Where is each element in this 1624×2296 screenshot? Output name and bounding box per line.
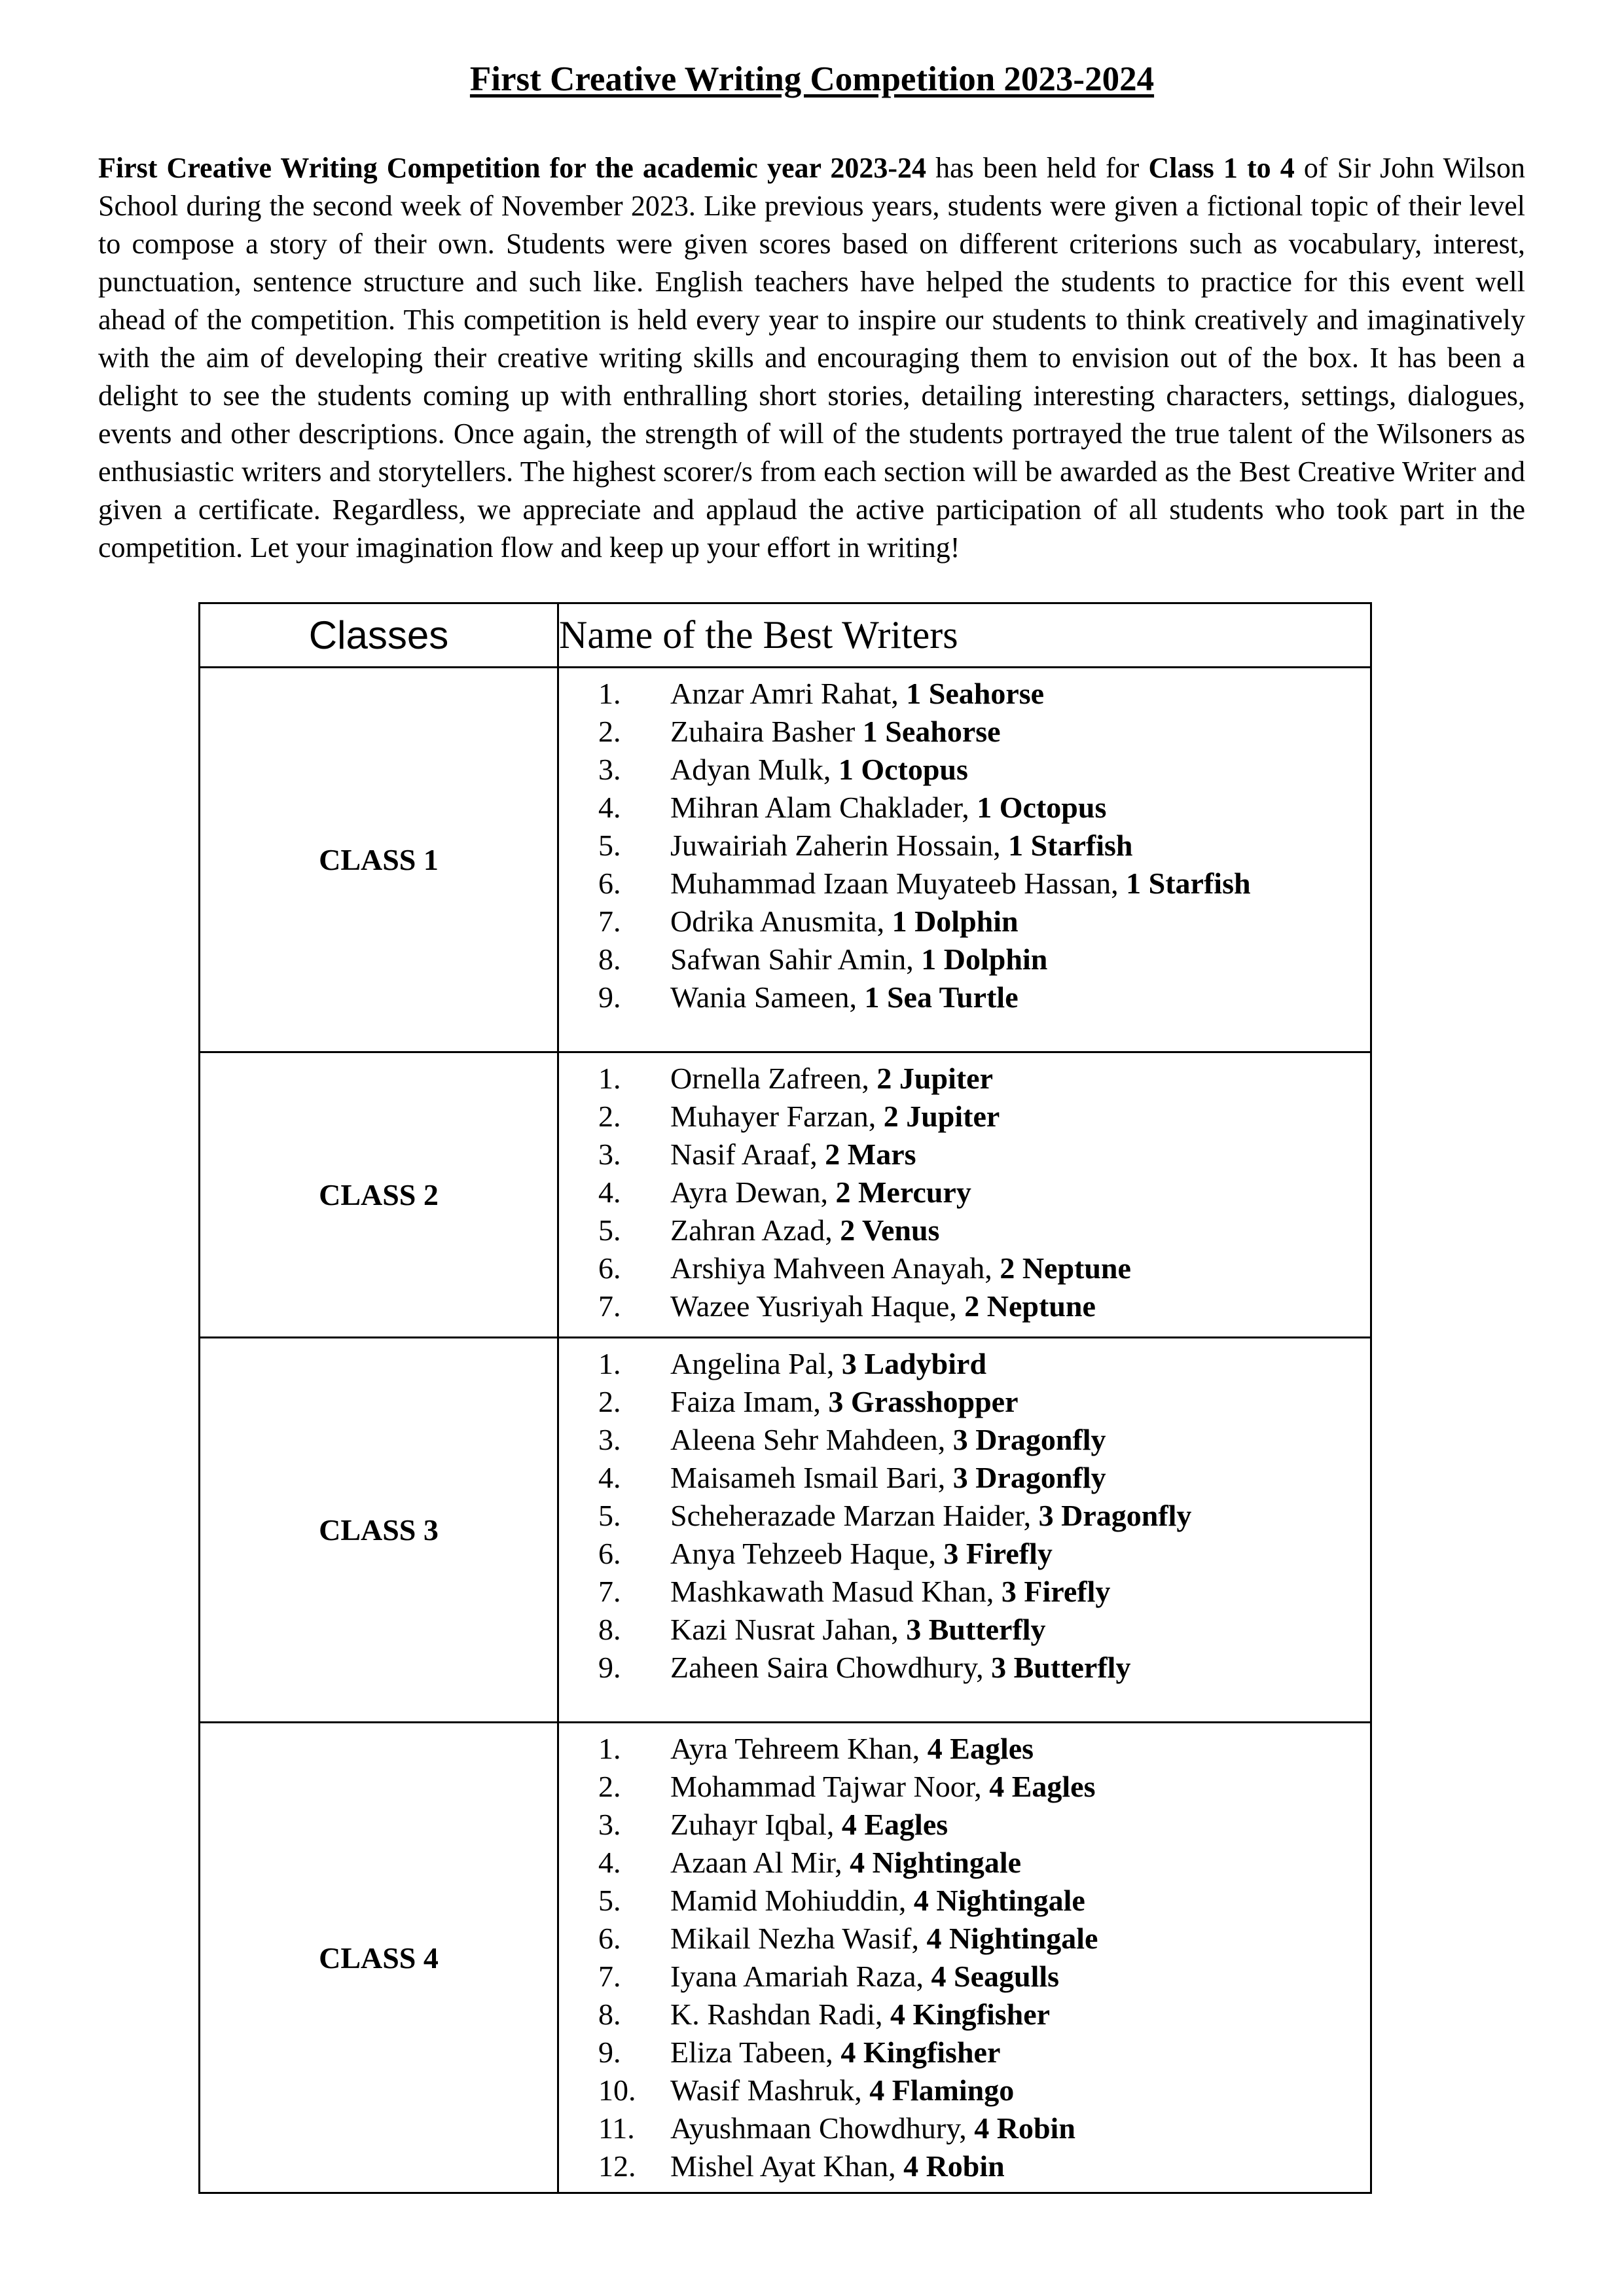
class-section: 3 Ladybird <box>841 1347 987 1380</box>
list-item <box>559 1459 1370 1497</box>
list-item <box>559 713 1370 751</box>
list-number: 2. <box>598 1770 621 1803</box>
list-number: 7. <box>598 1575 621 1608</box>
class-section: 2 Jupiter <box>876 1062 994 1095</box>
list-item <box>559 1844 1370 1882</box>
list-item <box>559 1345 1370 1383</box>
writers-list <box>559 1053 1370 1332</box>
student-name: Odrika Anusmita, <box>670 905 892 938</box>
writers-list <box>559 1723 1370 2192</box>
student-name: Kazi Nusrat Jahan, <box>670 1613 907 1646</box>
class-section: 3 Dragonfly <box>1038 1499 1192 1532</box>
writers-cell <box>558 1338 1371 1723</box>
list-number: 2. <box>598 1100 621 1133</box>
class-section: 2 Neptune <box>964 1289 1096 1323</box>
header-best-writers: Name of the Best Writers <box>558 603 1371 668</box>
list-item <box>559 1060 1370 1098</box>
class-section: 1 Starfish <box>1126 867 1251 900</box>
student-name: Nasif Araaf, <box>670 1138 825 1171</box>
class-label: CLASS 1 <box>200 668 558 1052</box>
list-item <box>559 1535 1370 1573</box>
list-item <box>559 2034 1370 2072</box>
student-name: Muhayer Farzan, <box>670 1100 884 1133</box>
student-name: Juwairiah Zaherin Hossain, <box>670 829 1009 862</box>
list-number: 6. <box>598 1251 621 1285</box>
list-number: 8. <box>598 1998 621 2031</box>
list-item <box>559 1098 1370 1136</box>
student-name: Zaheen Saira Chowdhury, <box>670 1651 992 1684</box>
class-section: 4 Flamingo <box>869 2073 1015 2107</box>
student-name: Wazee Yusriyah Haque, <box>670 1289 965 1323</box>
list-item <box>559 1730 1370 1768</box>
list-item <box>559 1211 1370 1249</box>
student-name: Wania Sameen, <box>670 980 865 1014</box>
list-number: 5. <box>598 1499 621 1532</box>
writers-list <box>559 1338 1370 1693</box>
list-number: 3. <box>598 1808 621 1841</box>
class-label: CLASS 2 <box>200 1052 558 1338</box>
class-section: 2 Mercury <box>835 1175 971 1209</box>
list-item <box>559 1383 1370 1421</box>
list-item <box>559 1287 1370 1325</box>
list-number: 5. <box>598 829 621 862</box>
student-name: Mamid Mohiuddin, <box>670 1884 914 1917</box>
list-item <box>559 1649 1370 1687</box>
student-name: Ornella Zafreen, <box>670 1062 877 1095</box>
class-section: 3 Dragonfly <box>952 1423 1106 1456</box>
list-item <box>559 675 1370 713</box>
list-number: 7. <box>598 1960 621 1993</box>
list-number: 4. <box>598 1461 621 1494</box>
student-name: Azaan Al Mir, <box>670 1846 850 1879</box>
student-name: Faiza Imam, <box>670 1385 829 1418</box>
list-number: 6. <box>598 867 621 900</box>
student-name: Arshiya Mahveen Anayah, <box>670 1251 1000 1285</box>
writers-cell <box>558 1723 1371 2193</box>
list-number: 2. <box>598 1385 621 1418</box>
class-section: 3 Butterfly <box>906 1613 1046 1646</box>
list-number: 4. <box>598 1846 621 1879</box>
class-section: 3 Butterfly <box>991 1651 1131 1684</box>
student-name: Anzar Amri Rahat, <box>670 677 907 710</box>
class-section: 1 Sea Turtle <box>864 980 1019 1014</box>
student-name: Wasif Mashruk, <box>670 2073 870 2107</box>
list-number: 11. <box>598 2111 635 2145</box>
list-item <box>559 1920 1370 1958</box>
class-section: 1 Seahorse <box>862 715 1001 748</box>
document-title: First Creative Writing Competition 2023-2024 <box>469 60 1155 98</box>
table-header-row <box>200 603 1371 668</box>
class-section: 2 Venus <box>840 1213 940 1247</box>
student-name: Adyan Mulk, <box>670 753 839 786</box>
class-section: 1 Seahorse <box>906 677 1045 710</box>
list-item <box>559 1958 1370 1996</box>
student-name: Ayra Dewan, <box>670 1175 836 1209</box>
list-item <box>559 941 1370 978</box>
list-number: 6. <box>598 1922 621 1955</box>
student-name: Mohammad Tajwar Noor, <box>670 1770 990 1803</box>
student-name: Anya Tehzeeb Haque, <box>670 1537 944 1570</box>
class-section: 1 Dolphin <box>921 942 1048 976</box>
list-item <box>559 1136 1370 1174</box>
class-section: 4 Robin <box>974 2111 1075 2145</box>
list-number: 7. <box>598 905 621 938</box>
list-item <box>559 827 1370 865</box>
student-name: Ayra Tehreem Khan, <box>670 1732 928 1765</box>
student-name: Iyana Amariah Raza, <box>670 1960 931 1993</box>
table-row <box>200 1052 1371 1338</box>
list-item <box>559 2072 1370 2109</box>
intro-lead-bold: First Creative Writing Competition for the academic year 2023-24 <box>98 152 926 184</box>
class-section: 4 Nightingale <box>926 1922 1098 1955</box>
list-number: 9. <box>598 1651 621 1684</box>
class-section: 4 Kingfisher <box>840 2036 1001 2069</box>
table-row <box>200 1723 1371 2193</box>
class-section: 4 Eagles <box>841 1808 948 1841</box>
class-section: 3 Firefly <box>1001 1575 1111 1608</box>
class-section: 4 Seagulls <box>931 1960 1060 1993</box>
list-item <box>559 789 1370 827</box>
list-number: 3. <box>598 753 621 786</box>
list-item <box>559 2147 1370 2185</box>
list-item <box>559 1573 1370 1611</box>
class-section: 2 Jupiter <box>883 1100 1000 1133</box>
writers-cell <box>558 1052 1371 1338</box>
student-name: Mashkawath Masud Khan, <box>670 1575 1001 1608</box>
intro-class-bold: Class 1 to 4 <box>1148 152 1295 184</box>
list-number: 9. <box>598 980 621 1014</box>
list-item <box>559 1174 1370 1211</box>
class-section: 1 Starfish <box>1008 829 1133 862</box>
list-item <box>559 1249 1370 1287</box>
class-section: 3 Firefly <box>943 1537 1053 1570</box>
list-number: 8. <box>598 942 621 976</box>
class-section: 1 Octopus <box>838 753 968 786</box>
student-name: Mihran Alam Chaklader, <box>670 791 977 824</box>
student-name: Ayushmaan Chowdhury, <box>670 2111 975 2145</box>
table-row <box>200 668 1371 1052</box>
student-name: Angelina Pal, <box>670 1347 842 1380</box>
student-name: Mishel Ayat Khan, <box>670 2149 904 2183</box>
class-section: 4 Nightingale <box>850 1846 1022 1879</box>
list-number: 1. <box>598 677 621 710</box>
class-section: 1 Octopus <box>977 791 1107 824</box>
list-item <box>559 1497 1370 1535</box>
list-number: 10. <box>598 2073 636 2107</box>
list-number: 1. <box>598 1732 621 1765</box>
list-number: 8. <box>598 1613 621 1646</box>
student-name: Scheherazade Marzan Haider, <box>670 1499 1039 1532</box>
list-item <box>559 1806 1370 1844</box>
list-number: 4. <box>598 1175 621 1209</box>
student-name: Zuhaira Basher <box>670 715 863 748</box>
table-body <box>200 668 1371 2193</box>
student-name: Aleena Sehr Mahdeen, <box>670 1423 953 1456</box>
intro-paragraph <box>98 149 1525 567</box>
class-label: CLASS 3 <box>200 1338 558 1723</box>
list-number: 3. <box>598 1138 621 1171</box>
student-name: Zahran Azad, <box>670 1213 840 1247</box>
list-item <box>559 865 1370 903</box>
student-name: Muhammad Izaan Muyateeb Hassan, <box>670 867 1127 900</box>
list-item <box>559 751 1370 789</box>
list-item <box>559 1611 1370 1649</box>
class-section: 4 Robin <box>903 2149 1005 2183</box>
class-section: 4 Nightingale <box>913 1884 1085 1917</box>
list-item <box>559 978 1370 1016</box>
student-name: Eliza Tabeen, <box>670 2036 841 2069</box>
intro-mid-text: has been held for <box>926 152 1149 184</box>
list-number: 2. <box>598 715 621 748</box>
list-number: 3. <box>598 1423 621 1456</box>
class-section: 1 Dolphin <box>892 905 1019 938</box>
list-item <box>559 1996 1370 2034</box>
student-name: Zuhayr Iqbal, <box>670 1808 842 1841</box>
list-number: 6. <box>598 1537 621 1570</box>
list-number: 4. <box>598 791 621 824</box>
list-item <box>559 1768 1370 1806</box>
student-name: K. Rashdan Radi, <box>670 1998 891 2031</box>
list-item <box>559 903 1370 941</box>
list-item <box>559 1882 1370 1920</box>
list-number: 12. <box>598 2149 636 2183</box>
student-name: Mikail Nezha Wasif, <box>670 1922 927 1955</box>
class-section: 4 Eagles <box>989 1770 1096 1803</box>
list-item <box>559 2109 1370 2147</box>
class-section: 2 Neptune <box>1000 1251 1131 1285</box>
list-number: 7. <box>598 1289 621 1323</box>
list-number: 9. <box>598 2036 621 2069</box>
writers-cell <box>558 668 1371 1052</box>
class-section: 4 Kingfisher <box>890 1998 1051 2031</box>
writers-list <box>559 668 1370 1023</box>
class-section: 2 Mars <box>825 1138 916 1171</box>
list-number: 1. <box>598 1347 621 1380</box>
list-number: 5. <box>598 1213 621 1247</box>
student-name: Safwan Sahir Amin, <box>670 942 922 976</box>
student-name: Maisameh Ismail Bari, <box>670 1461 953 1494</box>
class-label: CLASS 4 <box>200 1723 558 2193</box>
list-number: 5. <box>598 1884 621 1917</box>
class-section: 4 Eagles <box>927 1732 1034 1765</box>
intro-body-text: of Sir John Wilson School during the second week of November 2023. Like previous years, students were given a fictional topic of their level to compose a story of their own. Students were given scores based on different criterions such as vocabulary, interest, punctuation, sentence structure and such like. English teachers have helped the students to practice for this event well ahead of the competition. This competition is held every year to inspire our students to think creatively and imaginatively with the aim of developing their creative writing skills and encouraging them to envision out of the box. It has been a delight to see the students coming up with enthralling short stories, detailing interesting characters, settings, dialogues, events and other descriptions. Once again, the strength of will of the students portrayed the true talent of the Wilsoners as enthusiastic writers and storytellers. The highest scorer/s from each section will be awarded as the Best Creative Writer and given a certificate. Regardless, we appreciate and applaud the active participation of all students who took part in the competition. Let your imagination flow and keep up your effort in writing! <box>98 152 1525 564</box>
best-writers-table <box>198 602 1372 2194</box>
class-section: 3 Grasshopper <box>828 1385 1019 1418</box>
table-row <box>200 1338 1371 1723</box>
header-classes: Classes <box>200 603 558 668</box>
list-item <box>559 1421 1370 1459</box>
class-section: 3 Dragonfly <box>952 1461 1106 1494</box>
list-number: 1. <box>598 1062 621 1095</box>
